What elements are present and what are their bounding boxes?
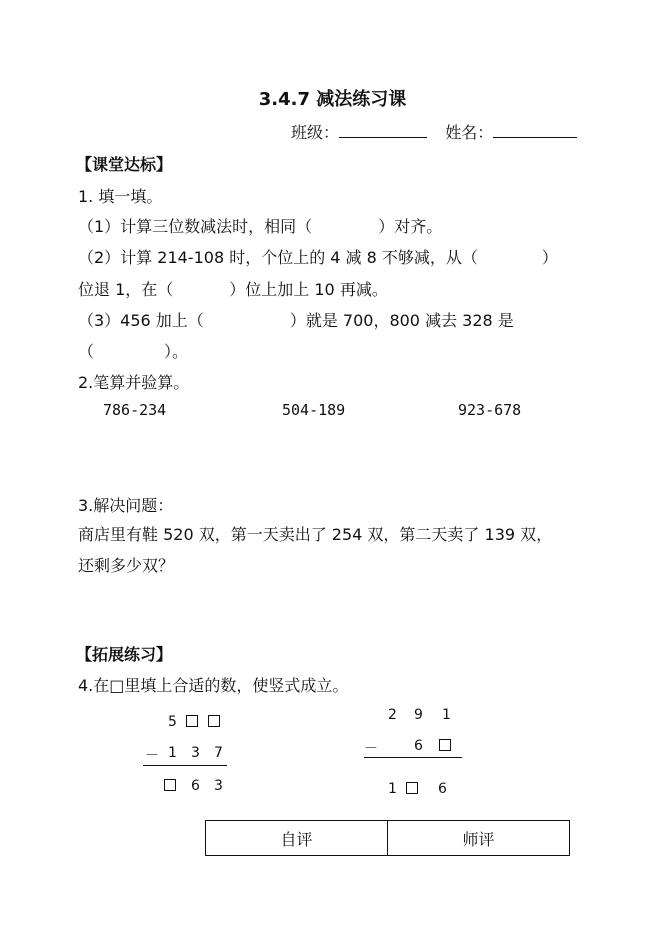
right-r3-digit-1: 1 (388, 781, 397, 797)
evaluation-table (205, 820, 570, 856)
q1-part2-text-c: 位退 1，在（ (78, 280, 174, 299)
right-r3-blank-box[interactable] (406, 782, 418, 794)
q2-problem-3: 923-678 (458, 401, 522, 419)
q1-part2-text-a: （2）计算 214-108 时，个位上的 4 减 8 不够减，从（ (78, 248, 478, 267)
left-r1-blank-box-2[interactable] (208, 715, 220, 727)
q1-part3-text-c: （ (78, 342, 95, 361)
q1-part3 (78, 308, 514, 331)
section-heading-extension: 【拓展练习】 (76, 645, 173, 664)
right-minus-sign: － (364, 741, 378, 757)
left-r1-digit-1: 5 (168, 714, 177, 730)
right-r3-digit-3: 6 (438, 781, 447, 797)
q2-problem-1: 786-234 (103, 401, 167, 419)
q1-heading: 1. 填一填。 (78, 187, 163, 206)
right-r2-blank-box[interactable] (439, 739, 451, 751)
q2-heading: 2.笔算并验算。 (78, 373, 190, 392)
right-r1-digit-2: 9 (414, 707, 423, 723)
left-r2-digit-2: 3 (191, 745, 200, 761)
left-r1-blank-box-1[interactable] (186, 715, 198, 727)
q3-line-1: 商店里有鞋 520 双，第一天卖出了 254 双，第二天卖了 139 双， (78, 525, 553, 544)
q1-part3-text-a: （3）456 加上（ (78, 311, 204, 330)
self-evaluation-cell[interactable]: 自评 (206, 821, 388, 856)
q1-part2-cont (78, 277, 388, 300)
q1-part2-text-d: ）位上加上 10 再减。 (229, 280, 388, 299)
q1-part1-text-b: ）对齐。 (378, 217, 443, 236)
q1-part3-cont (78, 339, 188, 362)
left-r3-blank-box[interactable] (164, 779, 176, 791)
q3-heading: 3.解决问题： (78, 496, 174, 515)
q1-part2-text-b: ） (541, 248, 558, 267)
q1-part1-text-a: （1）计算三位数减法时，相同（ (78, 217, 313, 236)
left-sum-line (143, 765, 227, 766)
left-minus-sign: － (145, 748, 159, 764)
right-r1-digit-3: 1 (442, 707, 451, 723)
left-r2-digit-3: 7 (214, 745, 223, 761)
right-r1-digit-1: 2 (388, 707, 397, 723)
q2-problem-2: 504-189 (282, 401, 346, 419)
page-title: 3.4.7 减法练习课 (258, 89, 407, 110)
name-label: 姓名： (445, 123, 494, 142)
q3-line-2: 还剩多少双？ (78, 556, 175, 575)
q1-part3-text-d: ）。 (164, 342, 189, 361)
q1-part3-text-b: ）就是 700，800 减去 328 是 (289, 311, 514, 330)
left-r3-digit-2: 6 (191, 778, 200, 794)
teacher-evaluation-cell[interactable]: 师评 (388, 821, 570, 856)
left-r2-digit-1: 1 (168, 745, 177, 761)
right-r2-digit-2: 6 (414, 738, 423, 754)
class-label: 班级： (291, 123, 340, 142)
q4-heading: 4.在□里填上合适的数，使竖式成立。 (78, 676, 349, 695)
q1-part1 (78, 214, 442, 237)
name-blank[interactable] (493, 123, 577, 138)
header-fields (291, 120, 577, 143)
class-blank[interactable] (339, 123, 427, 138)
section-heading-class-practice: 【课堂达标】 (76, 155, 173, 174)
left-r3-digit-3: 3 (214, 778, 223, 794)
q1-part2 (78, 245, 558, 268)
right-sum-line (364, 757, 462, 758)
